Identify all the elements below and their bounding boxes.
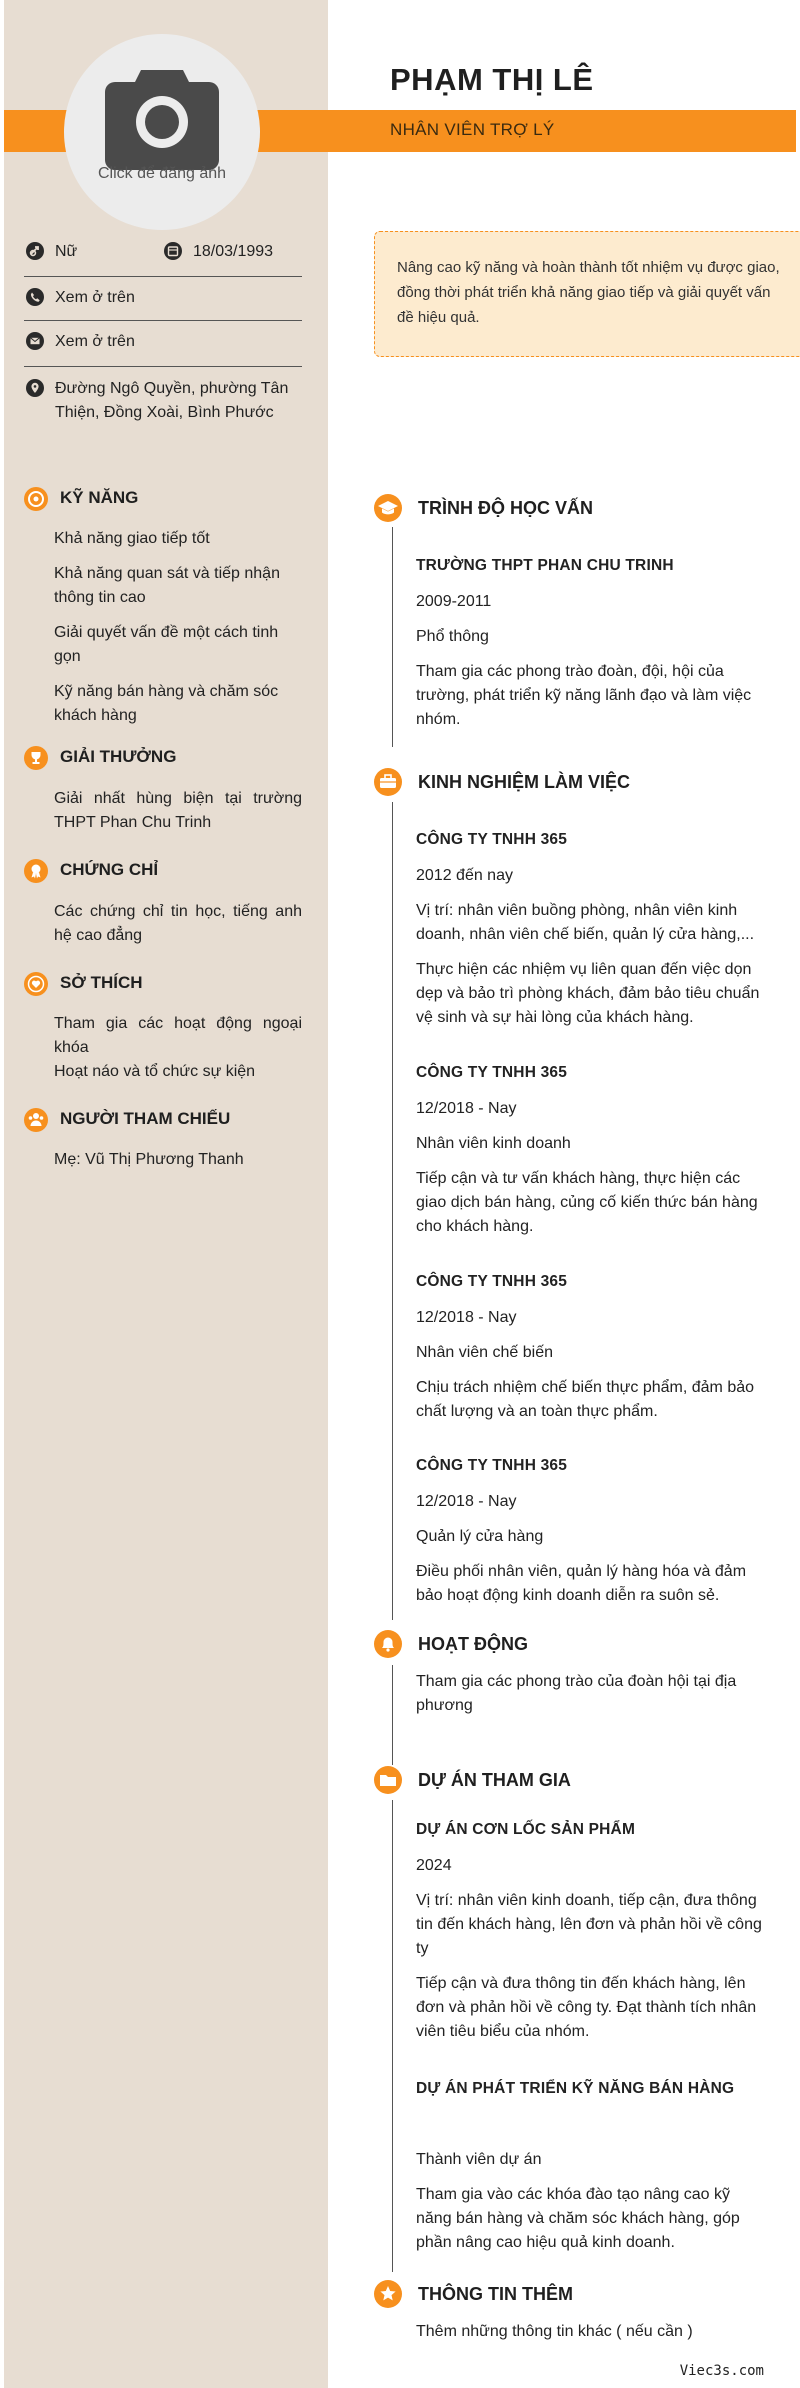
skill-item: Kỹ năng bán hàng và chăm sóc khách hàng [54,683,279,724]
project-entry [416,2077,768,2255]
project-desc: Tiếp cận và đưa thông tin đến khách hàng, lên đơn và phản hồi về công ty. Đạt thành tích nhân viên tiêu biểu của nhóm. [416,1975,757,2040]
project-name: DỰ ÁN CƠN LỐC SẢN PHẨM [416,1821,636,1838]
project-role: Thành viên dự án [416,2151,542,2168]
activity-desc: Tham gia các phong trào của đoàn hội tại địa phương [416,1673,737,1714]
location-icon [26,379,44,397]
project-time: 2024 [416,1857,452,1874]
experience-entry [416,1454,768,1608]
certificate-item: Các chứng chỉ tin học, tiếng anh hệ cao đẳng [54,903,302,944]
hobbies-title-text: SỞ THÍCH [60,973,143,992]
divider [24,320,302,321]
education-time: 2009-2011 [416,593,492,610]
experience-time: 2012 đến nay [416,867,513,884]
experience-title-text: KINH NGHIỆM LÀM VIỆC [418,772,631,792]
education-entry [416,554,768,732]
experience-entry [416,1270,768,1424]
project-desc: Tham gia vào các khóa đào tạo nâng cao kỹ năng bán hàng và chăm sóc khách hàng, góp phần nâng cao hiệu quả kinh doanh. [416,2186,740,2251]
email-value: Xem ở trên [55,333,135,350]
calendar-icon [164,242,182,260]
project-entry [416,1818,768,2044]
experience-desc: Điều phối nhân viên, quản lý hàng hóa và đảm bảo hoạt động kinh doanh diễn ra suôn sẻ. [416,1563,747,1604]
trophy-icon [24,746,48,770]
extra-title-text: THÔNG TIN THÊM [418,2284,573,2304]
folder-icon [374,1766,402,1794]
experience-role: Vị trí: nhân viên buồng phòng, nhân viên kinh doanh, nhân viên chế biến, quản lý cửa hàng,... [416,902,755,943]
company-name: CÔNG TY TNHH 365 [416,1457,568,1474]
timeline-line [392,1665,393,1765]
experience-entry [416,828,768,1030]
skills-list [54,527,302,739]
activities-title-text: HOẠT ĐỘNG [418,1634,528,1654]
hobby-item: Hoạt náo và tổ chức sự kiện [54,1063,256,1080]
experience-time: 12/2018 - Nay [416,1100,517,1117]
company-name: CÔNG TY TNHH 365 [416,1064,568,1081]
certificate-icon [24,859,48,883]
birthday-value: 18/03/1993 [193,243,274,260]
experience-role: Nhân viên chế biến [416,1344,553,1361]
briefcase-icon [374,768,402,796]
divider [24,276,302,277]
awards-title-text: GIẢI THƯỞNG [60,747,177,766]
award-item: Giải nhất hùng biện tại trường THPT Phan Chu Trinh [54,790,302,831]
project-role: Vị trí: nhân viên kinh doanh, tiếp cận, đưa thông tin đến khách hàng, lên đơn và phản hồi về công ty [416,1892,762,1957]
people-icon [24,1108,48,1132]
project-name: DỰ ÁN PHÁT TRIỂN KỸ NĂNG BÁN HÀNG [416,2080,735,2097]
candidate-position: NHÂN VIÊN TRỢ LÝ [390,120,555,139]
timeline-line [392,802,393,1620]
experience-time: 12/2018 - Nay [416,1493,517,1510]
extra-entry [416,2320,768,2344]
certificates-list [54,900,302,959]
graduation-cap-icon [374,494,402,522]
bell-icon [374,1630,402,1658]
gender-value: Nữ [55,243,78,260]
project-time [416,2113,768,2137]
references-title-text: NGƯỜI THAM CHIẾU [60,1109,231,1128]
timeline-line [392,1800,393,2272]
experience-role: Quản lý cửa hàng [416,1528,544,1545]
experience-desc: Thực hiện các nhiệm vụ liên quan đến việc dọn dẹp và bảo trì phòng khách, đảm bảo tiêu chuẩn vệ sinh và sự hài lòng của khách hàng. [416,961,760,1026]
heart-icon [24,972,48,996]
divider [24,366,302,367]
footer-watermark: Viec3s.com [679,2363,764,2379]
education-major: Phổ thông [416,628,489,645]
star-icon [374,2280,402,2308]
career-objective: Nâng cao kỹ năng và hoàn thành tốt nhiệm vụ được giao, đồng thời phát triển khả năng giao tiếp và giải quyết vấn đề hiệu quả. [374,231,800,357]
activity-entry [416,1670,768,1718]
hobby-item: Tham gia các hoạt động ngoại khóa [54,1015,302,1056]
skill-item: Khả năng giao tiếp tốt [54,530,210,547]
photo-upload[interactable] [64,34,260,230]
mail-icon [26,332,44,350]
company-name: CÔNG TY TNHH 365 [416,1273,568,1290]
education-title-text: TRÌNH ĐỘ HỌC VẤN [418,498,593,518]
experience-time: 12/2018 - Nay [416,1309,517,1326]
skill-item: Khả năng quan sát và tiếp nhận thông tin cao [54,565,280,606]
experience-desc: Tiếp cận và tư vấn khách hàng, thực hiện các giao dịch bán hàng, củng cố kiến thức bán hàng cho khách hàng. [416,1170,758,1235]
projects-title-text: DỰ ÁN THAM GIA [418,1770,571,1790]
experience-role: Nhân viên kinh doanh [416,1135,571,1152]
target-icon [24,487,48,511]
gender-icon [26,242,44,260]
company-name: CÔNG TY TNHH 365 [416,831,568,848]
school-name: TRƯỜNG THPT PHAN CHU TRINH [416,557,674,574]
certificates-title-text: CHỨNG CHỈ [60,860,159,879]
timeline-line [392,527,393,747]
phone-value: Xem ở trên [55,289,135,306]
skills-title-text: KỸ NĂNG [60,488,139,507]
candidate-name: PHẠM THỊ LÊ [390,62,594,97]
camera-icon [103,62,221,172]
experience-desc: Chịu trách nhiệm chế biến thực phẩm, đảm bảo chất lượng và an toàn thực phẩm. [416,1379,755,1420]
experience-entry [416,1061,768,1239]
extra-desc: Thêm những thông tin khác ( nếu cần ) [416,2323,693,2340]
education-desc: Tham gia các phong trào đoàn, đội, hội của trường, phát triển kỹ năng lãnh đạo và làm việc nhóm. [416,663,752,728]
skill-item: Giải quyết vấn đề một cách tinh gọn [54,624,279,665]
awards-list [54,787,302,846]
references-list [54,1148,302,1183]
photo-upload-label: Click để đăng ảnh [97,165,227,182]
reference-item: Mẹ: Vũ Thị Phương Thanh [54,1151,244,1168]
hobbies-list [54,1012,302,1095]
sidebar [4,0,328,2388]
phone-icon [26,288,44,306]
address-value: Đường Ngô Quyền, phường Tân Thiện, Đồng Xoài, Bình Phước [55,380,289,421]
